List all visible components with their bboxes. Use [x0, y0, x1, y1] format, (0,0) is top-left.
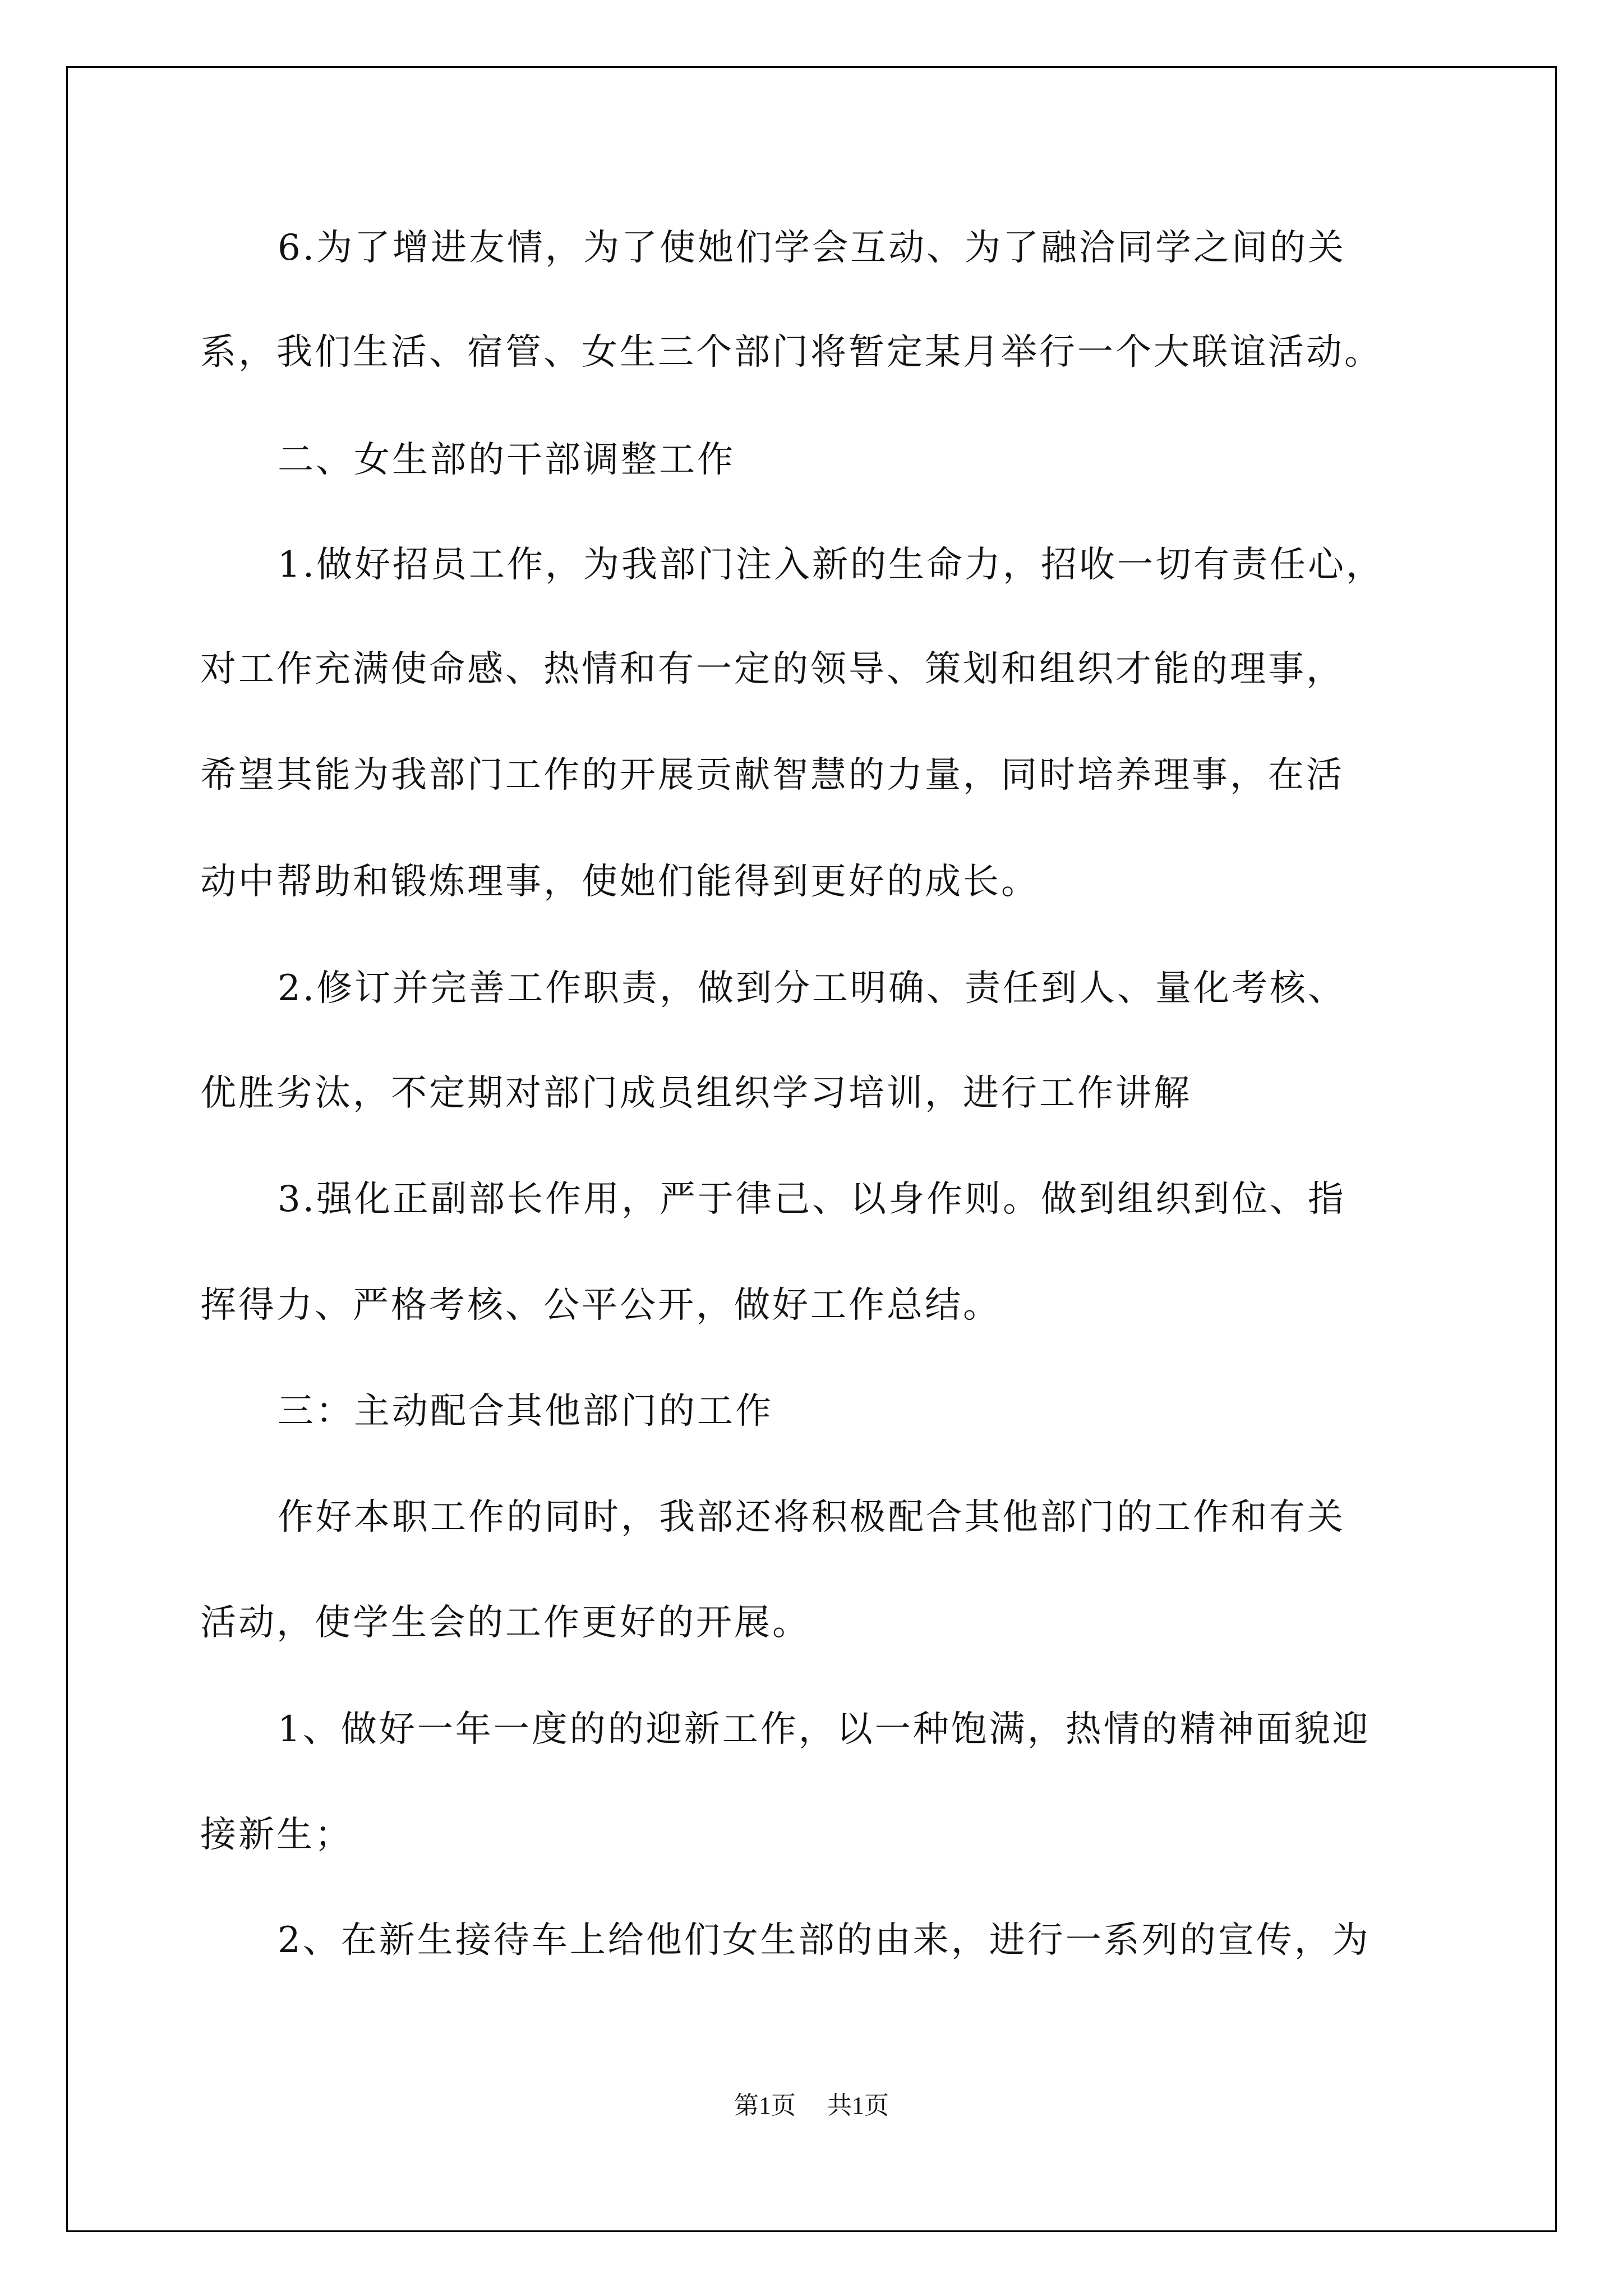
paragraph-line: 2.修订并完善工作职责，做到分工明确、责任到人、量化考核、 — [278, 968, 1347, 1009]
paragraph-line: 希望其能为我部门工作的开展贡献智慧的力量，同时培养理事，在活 — [200, 754, 1344, 796]
paragraph-line: 2、在新生接待车上给他们女生部的由来，进行一系列的宣传，为 — [278, 1920, 1371, 1961]
paragraph-line: 动中帮助和锻炼理事，使她们能得到更好的成长。 — [200, 861, 1039, 903]
page-total: 共1页 — [827, 2092, 889, 2119]
page-number: 第1页 — [734, 2092, 796, 2119]
paragraph-line: 1、做好一年一度的的迎新工作，以一种饱满，热情的精神面貌迎 — [278, 1709, 1371, 1750]
paragraph-line: 挥得力、严格考核、公平公开，做好工作总结。 — [200, 1285, 1001, 1326]
page-footer — [0, 2090, 1623, 2122]
page-border — [66, 66, 1557, 2232]
paragraph-line: 6.为了增进友情，为了使她们学会互动、为了融洽同学之间的关 — [278, 227, 1347, 269]
paragraph-line: 优胜劣汰，不定期对部门成员组织学习培训，进行工作讲解 — [200, 1073, 1192, 1114]
paragraph-line: 作好本职工作的同时，我部还将积极配合其他部门的工作和有关 — [278, 1497, 1345, 1538]
paragraph-line: 系，我们生活、宿管、女生三个部门将暂定某月举行一个大联谊活动。 — [200, 332, 1382, 373]
section-heading: 三：主动配合其他部门的工作 — [278, 1391, 773, 1432]
paragraph-line: 接新生； — [200, 1814, 353, 1856]
paragraph-line: 对工作充满使命感、热情和有一定的领导、策划和组织才能的理事， — [200, 648, 1344, 690]
section-heading: 二、女生部的干部调整工作 — [278, 439, 735, 481]
paragraph-line: 3.强化正副部长作用，严于律己、以身作则。做到组织到位、指 — [278, 1179, 1347, 1220]
paragraph-line: 活动，使学生会的工作更好的开展。 — [200, 1602, 810, 1644]
paragraph-line: 1.做好招员工作，为我部门注入新的生命力，招收一切有责任心， — [278, 544, 1385, 586]
